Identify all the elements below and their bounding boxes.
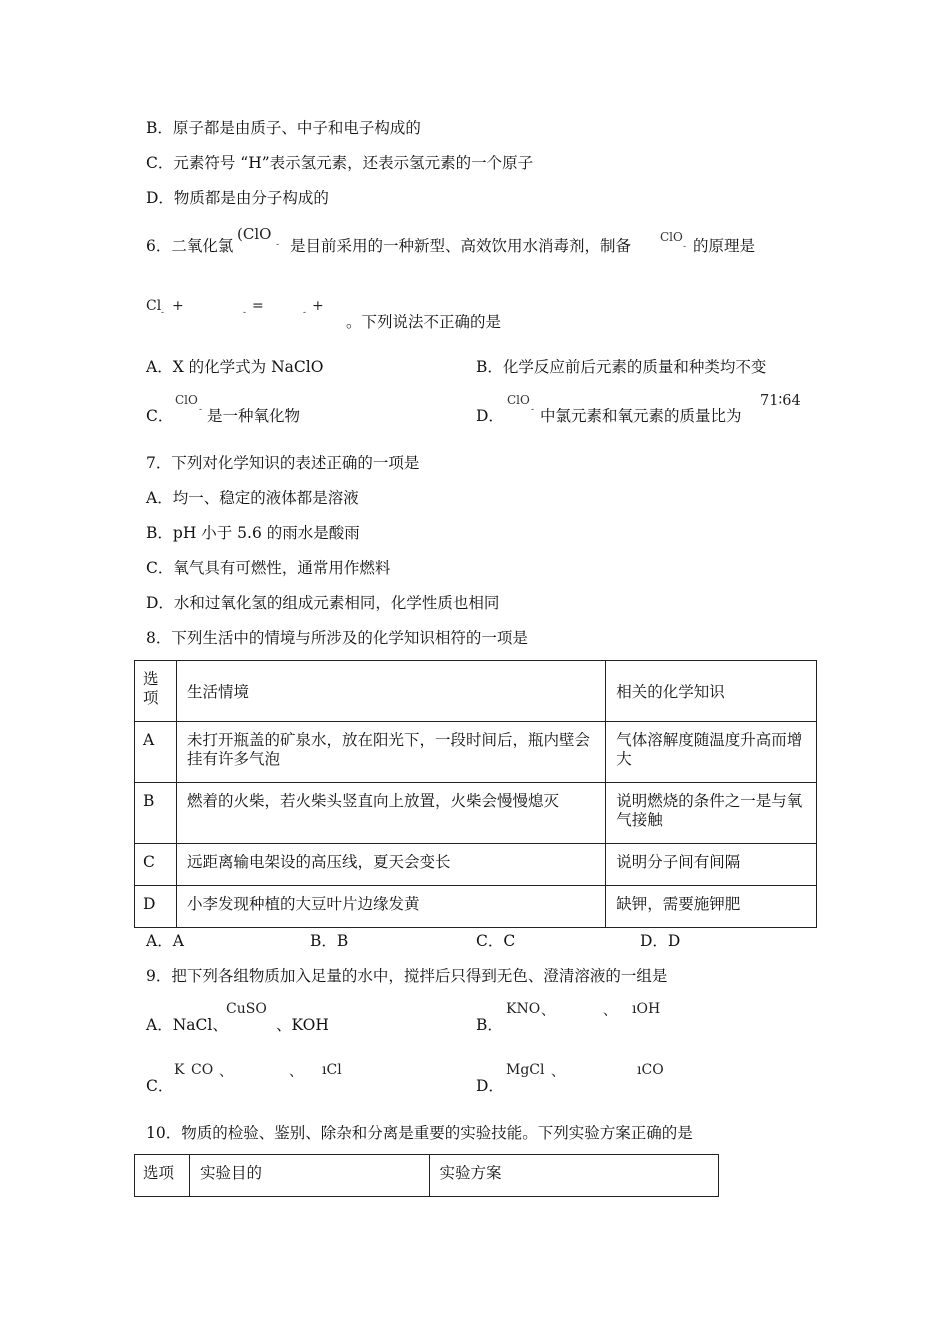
q7-option-d: D．水和过氧化氢的组成元素相同，化学性质也相同 — [146, 594, 500, 612]
q6-ratio: 71∶64 — [760, 393, 801, 409]
q6-stem-middle: 是目前采用的一种新型、高效饮用水消毒剂，制备 — [290, 237, 632, 255]
q9-stem: 9．把下列各组物质加入足量的水中，搅拌后只得到无色、澄清溶液的一组是 — [146, 967, 668, 985]
q7-stem: 7．下列对化学知识的表述正确的一项是 — [146, 454, 420, 472]
q6-stem-end: 的原理是 — [693, 237, 756, 255]
q8-row-d-knowledge: 缺钾，需要施钾肥 — [606, 886, 817, 928]
q10-header-plan: 实验方案 — [429, 1155, 718, 1197]
q8-answer-b: B．B — [310, 932, 349, 950]
q9-option-b-tail: ıOH — [632, 1001, 661, 1017]
q9-option-a-pre: A．NaCl、 — [146, 1016, 228, 1034]
q6-sub-mark: - — [276, 240, 280, 250]
equation-sub-2: - — [243, 308, 247, 318]
q8-table-header — [135, 661, 817, 722]
q6-option-a: A．X 的化学式为 NaClO — [146, 358, 324, 376]
table-row — [135, 783, 817, 844]
q8-row-a-scene: 未打开瓶盖的矿泉水，放在阳光下，一段时间后，瓶内壁会挂有许多气泡 — [176, 722, 605, 783]
q7-option-c: C．氧气具有可燃性，通常用作燃料 — [146, 559, 391, 577]
q9-option-a-formula: CuSO — [226, 1001, 267, 1017]
q6-formula-clo2-paren: (ClO — [237, 225, 272, 243]
q9-option-d-sep1: 、 — [551, 1064, 565, 1080]
table-row — [135, 722, 817, 783]
q5-option-d: D．物质都是由分子构成的 — [146, 189, 329, 207]
q10-header-purpose: 实验目的 — [189, 1155, 429, 1197]
q6-question: 。下列说法不正确的是 — [346, 313, 502, 331]
q9-option-c-formula-co: CO — [191, 1062, 214, 1078]
q9-option-c-label: C． — [146, 1077, 174, 1095]
q6-formula-clo2: ClO — [660, 230, 683, 244]
q7-option-b: B．pH 小于 5.6 的雨水是酸雨 — [146, 524, 360, 542]
q6-option-d-formula: ClO — [507, 393, 530, 407]
equation-cl2: Cl — [146, 298, 162, 314]
q8-row-b-scene: 燃着的火柴，若火柴头竖直向上放置，火柴会慢慢熄灭 — [176, 783, 605, 844]
q7-option-a: A．均一、稳定的液体都是溶液 — [146, 489, 359, 507]
q8-row-d-option: D — [135, 886, 177, 928]
q9-option-d-label: D． — [476, 1077, 504, 1095]
q6-option-d-label: D． — [476, 407, 504, 425]
q9-option-b-formula: KNO — [506, 1001, 541, 1017]
q9-option-d-tail: ıCO — [637, 1062, 664, 1078]
q8-table — [134, 660, 817, 928]
q5-option-c: C．元素符号 “H”表示氢元素，还表示氢元素的一个原子 — [146, 154, 534, 172]
q10-table-header — [135, 1155, 719, 1197]
q8-row-c-scene: 远距离输电架设的高压线，夏天会变长 — [176, 844, 605, 886]
table-row — [135, 886, 817, 928]
q6-option-c-text: 是一种氧化物 — [207, 407, 301, 425]
q8-row-d-scene: 小李发现种植的大豆叶片边缘发黄 — [176, 886, 605, 928]
table-row — [135, 844, 817, 886]
q6-option-c-sub: - — [199, 405, 203, 415]
q9-option-c-tail: ıCl — [322, 1062, 342, 1078]
q8-header-knowledge: 相关的化学知识 — [606, 661, 817, 722]
q9-option-c-sep1: 、 — [219, 1064, 233, 1080]
q9-option-d-formula: MgCl — [506, 1062, 545, 1078]
q8-row-a-knowledge: 气体溶解度随温度升高而增大 — [606, 722, 817, 783]
q8-row-b-knowledge: 说明燃烧的条件之一是与氧气接触 — [606, 783, 817, 844]
equation-sub-3: - — [303, 308, 307, 318]
q8-row-c-option: C — [135, 844, 177, 886]
q9-option-b-sep2: 、 — [603, 1003, 617, 1019]
q6-sub-mark-2: - — [683, 242, 687, 252]
q6-option-c-label: C． — [146, 407, 174, 425]
q6-option-b: B．化学反应前后元素的质量和种类均不变 — [476, 358, 767, 376]
q8-stem: 8．下列生活中的情境与所涉及的化学知识相符的一项是 — [146, 629, 528, 647]
q6-option-d-sub: - — [531, 405, 535, 415]
q6-option-d-text: 中氯元素和氧元素的质量比为 — [540, 407, 742, 425]
q9-option-c-sep2: 、 — [289, 1064, 303, 1080]
equation-equals: = — [252, 298, 264, 314]
q9-option-b-sep1: 、 — [541, 1003, 555, 1019]
q10-stem: 10．物质的检验、鉴别、除杂和分离是重要的实验技能。下列实验方案正确的是 — [146, 1124, 693, 1142]
q9-option-b-label: B． — [476, 1016, 503, 1034]
equation-sub-1: - — [161, 308, 165, 318]
q10-table — [134, 1154, 719, 1197]
q8-row-b-option: B — [135, 783, 177, 844]
q8-header-option: 选项 — [135, 661, 177, 722]
q8-row-a-option: A — [135, 722, 177, 783]
q6-option-c-formula: ClO — [175, 393, 198, 407]
q5-option-b: B．原子都是由质子、中子和电子构成的 — [146, 119, 421, 137]
q8-answer-d: D．D — [640, 932, 681, 950]
q9-option-a-post: 、KOH — [276, 1016, 329, 1034]
equation-plus-1: + — [172, 298, 184, 314]
q6-stem-start: 6．二氧化氯 — [146, 237, 234, 255]
q9-option-c-formula-k: K — [174, 1062, 185, 1078]
q8-answer-c: C．C — [476, 932, 516, 950]
q8-answer-a: A．A — [146, 932, 184, 950]
equation-plus-2: + — [312, 298, 324, 314]
q8-header-scene: 生活情境 — [176, 661, 605, 722]
q10-header-option: 选项 — [135, 1155, 190, 1197]
q8-row-c-knowledge: 说明分子间有间隔 — [606, 844, 817, 886]
